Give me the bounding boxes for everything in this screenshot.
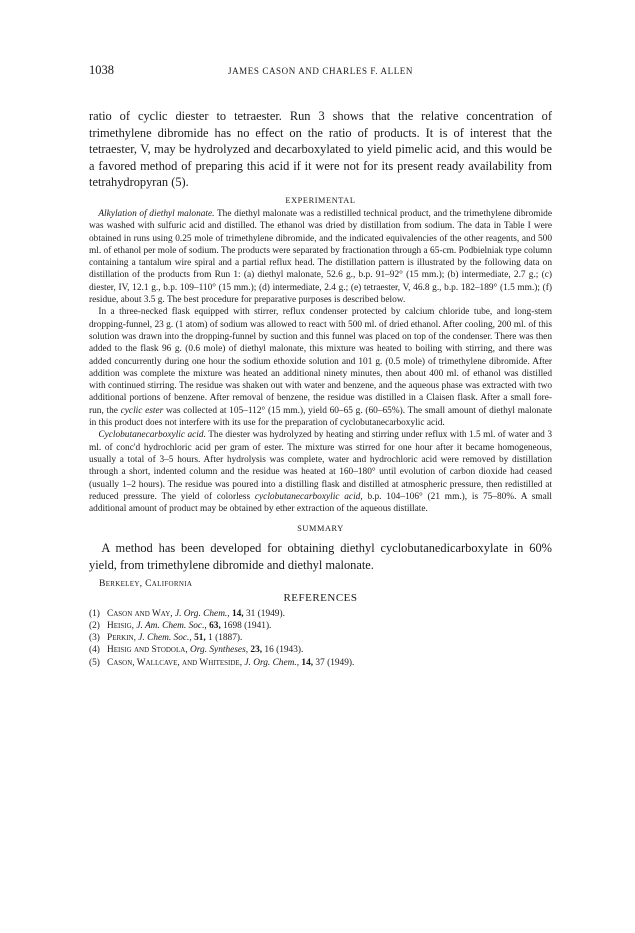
cyclic-ester-term: cyclic ester bbox=[120, 405, 164, 416]
reference-item bbox=[89, 632, 552, 644]
experimental-paragraph-2-text-a: In a three-necked flask equipped with stirrer, reflux condenser protected by calcium chloride tube, and long-stem dropping-funnel, 23 g. (1 atom) of sodium was allowed to react with 500 ml. of dried ethanol. After cooling, 200 ml. of this solution was drawn into the dropping-funnel by suction and this funnel was placed on top of the condenser. There was then added to the flask 96 g. (0.6 mole) of diethyl malonate, this mixture was heated to boiling with stirring, and there was added concurrently during one hour the sodium ethoxide solution and 101 g. (0.5 mole) of trimethylene dibromide. After addition was complete the mixture was heated an additional ninety minutes, then about 400 ml. of ethanol was distilled with continued stirring. The residue was shaken out with water and benzene, and the aqueous phase was extracted with two additional portions of benzene. After removal of benzene, the residue was distilled in a Claisen flask. After a small fore-run, the bbox=[89, 307, 552, 416]
reference-journal: J. Org. Chem., bbox=[244, 657, 300, 668]
experimental-paragraph-1 bbox=[89, 208, 552, 306]
reference-pages: 1698 (1941). bbox=[223, 620, 272, 631]
reference-journal: J. Chem. Soc., bbox=[138, 633, 192, 644]
reference-pages: 16 (1943). bbox=[264, 645, 304, 656]
summary-heading: SUMMARY bbox=[297, 524, 344, 534]
page-header bbox=[89, 63, 552, 78]
reference-number: (1) bbox=[89, 608, 100, 619]
intro-paragraph: ratio of cyclic diester to tetraester. Run 3 shows that the relative concentration of trimethylene dibromide has no effect on the ratio of products. It is of interest that the tetraester, V, may be hydrolyzed and decarboxylated to yield pimelic acid, and this would be a favored method of preparing this acid if it were not for its present ready availability from tetrahydropyran (5). bbox=[89, 109, 552, 190]
references-list bbox=[89, 608, 552, 669]
author-location: Berkeley, California bbox=[99, 577, 193, 589]
reference-volume: 63, bbox=[209, 620, 221, 631]
experimental-heading: EXPERIMENTAL bbox=[285, 195, 356, 205]
experimental-paragraph-2-text-b: was collected at 105–112° (15 mm.), yield 60–65 g. (60–65%). The small amount of diethyl malonate in this product does not interfere with its use for the preparation of cyclobutanecarboxylic acid. bbox=[89, 405, 552, 429]
reference-volume: 14, bbox=[301, 657, 314, 668]
alkylation-subheading: Alkylation of diethyl malonate. bbox=[98, 208, 215, 219]
reference-number: (5) bbox=[89, 657, 100, 668]
reference-item bbox=[89, 608, 552, 620]
reference-journal: J. Am. Chem. Soc., bbox=[136, 620, 207, 631]
reference-number: (4) bbox=[89, 645, 100, 656]
reference-authors: Heisig and Stodola, bbox=[107, 645, 188, 656]
reference-authors: Cason and Way, bbox=[107, 608, 173, 619]
reference-pages: 1 (1887). bbox=[208, 633, 243, 644]
reference-item bbox=[89, 644, 552, 656]
reference-authors: Heisig, bbox=[107, 620, 134, 631]
experimental-paragraph-3-text-b: b.p. 104–106° (21 mm.), is 75–80%. A small additional amount of product may be obtained by ether extraction of the aqueous distillate. bbox=[89, 491, 552, 515]
experimental-paragraph-1-text: The diethyl malonate was a redistilled technical product, and the trimethylene dibromide was washed with sulfuric acid and distilled. The ethanol was dried by distillation from sodium. The data in Table I were obtained in runs using 0.25 mole of trimethylene dibromide, and the indicated equivalencies of the other reagents, and 500 ml. of ethanol per mole of sodium. The products were separated by fractionation through a 65-cm. Podbielniak type column containing a tantalum wire spiral and a partial reflux head. The distillation pattern is illustrated by the following data on distillation of the products from Run 1: (a) diethyl malonate, 52.6 g., b.p. 91–92° (15 mm.); (b) intermediate, 2.7 g.; (c) diester, IV, 12.1 g., b.p. 109–110° (15 mm.); (d) intermediate, 2.4 g.; (e) tetraester, V, 46.8 g., b.p. 182–189° (1.5 mm.); (f) residue, about 3.5 g. The best procedure for preparative purposes is described below. bbox=[89, 208, 552, 306]
reference-pages: 31 (1949). bbox=[245, 608, 285, 619]
reference-authors: Cason, Wallcave, and Whiteside, bbox=[107, 657, 243, 668]
journal-page bbox=[89, 63, 552, 669]
reference-item bbox=[89, 657, 552, 669]
reference-journal: Org. Syntheses, bbox=[190, 645, 249, 656]
page-number: 1038 bbox=[89, 63, 114, 77]
reference-number: (3) bbox=[89, 633, 100, 644]
cyclobutanecarboxylic-term: cyclobutanecarboxylic acid, bbox=[254, 491, 363, 502]
reference-number: (2) bbox=[89, 620, 100, 631]
reference-pages: 37 (1949). bbox=[315, 657, 355, 668]
reference-journal: J. Org. Chem., bbox=[174, 608, 230, 619]
reference-item bbox=[89, 620, 552, 632]
reference-volume: 51, bbox=[194, 633, 206, 644]
summary-text: A method has been developed for obtaining diethyl cyclobutanedicarboxylate in 60% yield, from trimethylene dibromide and diethyl malonate. bbox=[89, 541, 552, 572]
experimental-paragraph-3-text-a: The diester was hydrolyzed by heating and stirring under reflux with 1.5 ml. of water and 3 ml. of conc'd hydrochloric acid per gram of ester. The mixture was stirred for one hour after it became homogeneous, usually a total of 3–5 hours. After hydrolysis was complete, water and hydrochloric acid were removed by distillation through a short, indented column and the residue was heated at 160–180° until evolution of carbon dioxide had ceased (usually 1–2 hours). The residue was poured into a distilling flask and distilled at atmospheric pressure, then redistilled at reduced pressure. The yield of colorless bbox=[89, 430, 552, 502]
reference-volume: 23, bbox=[250, 645, 263, 656]
experimental-paragraph-2 bbox=[89, 306, 552, 429]
reference-authors: Perkin, bbox=[107, 633, 136, 644]
cyclobutanecarboxylic-subheading: Cyclobutanecarboxylic acid. bbox=[98, 430, 206, 441]
running-head: JAMES CASON AND CHARLES F. ALLEN bbox=[227, 66, 413, 76]
experimental-paragraph-3 bbox=[89, 429, 552, 515]
reference-volume: 14, bbox=[231, 608, 244, 619]
references-heading: REFERENCES bbox=[283, 591, 358, 604]
